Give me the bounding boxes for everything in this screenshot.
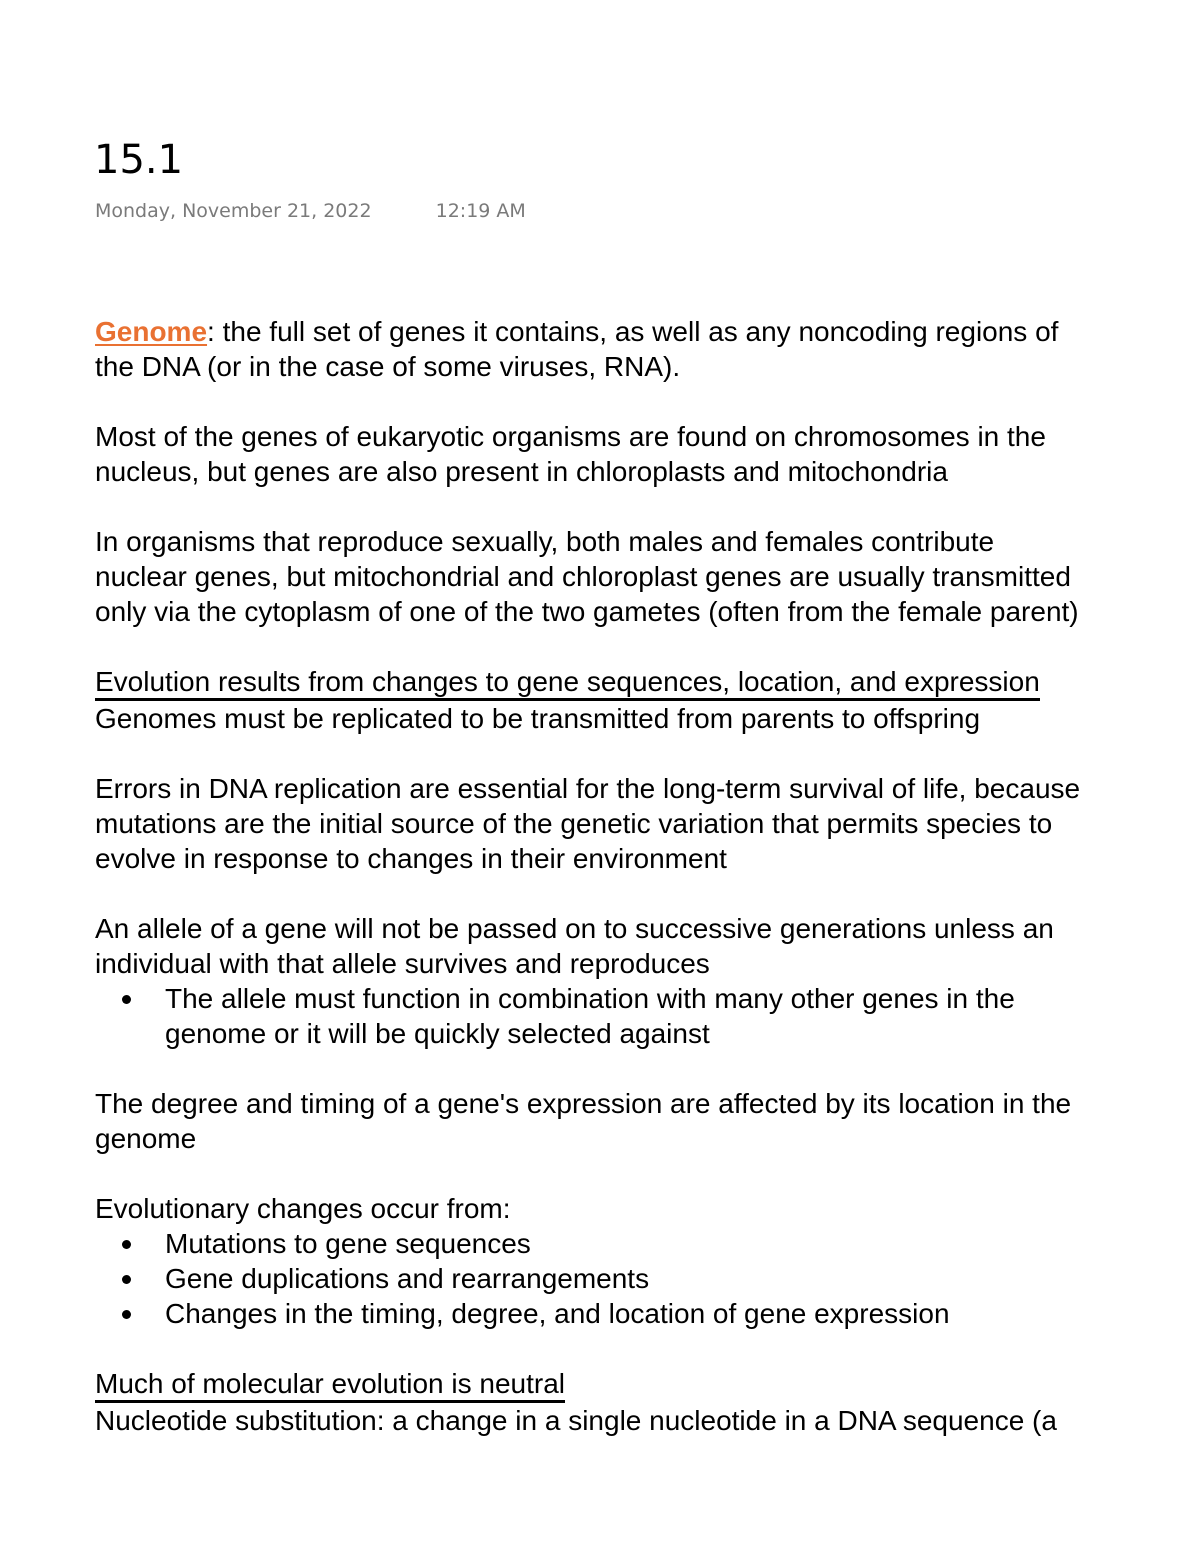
bullet-icon bbox=[122, 1310, 131, 1319]
bullet-icon bbox=[122, 995, 131, 1004]
list-item-text: genome or it will be quickly selected against bbox=[165, 1018, 710, 1049]
genome-term: Genome bbox=[95, 316, 208, 347]
paragraph-line: In organisms that reproduce sexually, both males and females contribute bbox=[95, 526, 995, 557]
list-item-text: The allele must function in combination with many other genes in the bbox=[165, 983, 1015, 1014]
paragraph-line: Nucleotide substitution: a change in a single nucleotide in a DNA sequence (a bbox=[95, 1405, 1057, 1436]
bullet-list-changes bbox=[95, 1226, 1200, 1331]
genome-definition bbox=[95, 314, 1200, 349]
section-heading-line bbox=[95, 664, 1200, 701]
paragraph-line: The degree and timing of a gene's expression are affected by its location in the bbox=[95, 1088, 1072, 1119]
page-title: 15.1 bbox=[94, 137, 184, 183]
bullet-list-allele bbox=[95, 981, 1200, 1051]
list-item-text: Changes in the timing, degree, and location of gene expression bbox=[165, 1298, 950, 1329]
list-item bbox=[95, 1261, 1200, 1296]
genome-def-line2: the DNA (or in the case of some viruses, RNA). bbox=[95, 351, 681, 382]
paragraph-line: Evolutionary changes occur from: bbox=[95, 1193, 511, 1224]
page-date: Monday, November 21, 2022 bbox=[95, 200, 372, 222]
list-item-text: Gene duplications and rearrangements bbox=[165, 1263, 650, 1294]
note-body bbox=[95, 314, 1200, 1438]
list-item bbox=[95, 1226, 1200, 1261]
paragraph-line: mutations are the initial source of the genetic variation that permits species to bbox=[95, 808, 1053, 839]
list-item-text: Mutations to gene sequences bbox=[165, 1228, 531, 1259]
page-time: 12:19 AM bbox=[435, 200, 526, 222]
genome-def-line1: : the full set of genes it contains, as well as any noncoding regions of bbox=[207, 316, 1059, 347]
paragraph-line: Most of the genes of eukaryotic organisms are found on chromosomes in the bbox=[95, 421, 1046, 452]
list-item bbox=[95, 981, 1200, 1016]
paragraph-line: An allele of a gene will not be passed on to successive generations unless an bbox=[95, 913, 1054, 944]
section-heading-evolution: Evolution results from changes to gene sequences, location, and expression bbox=[95, 666, 1040, 701]
paragraph-line: nuclear genes, but mitochondrial and chloroplast genes are usually transmitted bbox=[95, 561, 1071, 592]
paragraph-line: nucleus, but genes are also present in chloroplasts and mitochondria bbox=[95, 456, 948, 487]
bullet-icon bbox=[122, 1275, 131, 1284]
list-item-continuation bbox=[95, 1016, 1200, 1051]
paragraph-line: genome bbox=[95, 1123, 197, 1154]
bullet-icon bbox=[122, 1240, 131, 1249]
paragraph-line: individual with that allele survives and reproduces bbox=[95, 948, 710, 979]
list-item bbox=[95, 1296, 1200, 1331]
section-heading-line bbox=[95, 1366, 1200, 1403]
paragraph-line: only via the cytoplasm of one of the two gametes (often from the female parent) bbox=[95, 596, 1079, 627]
paragraph-line: Genomes must be replicated to be transmitted from parents to offspring bbox=[95, 703, 981, 734]
page-meta bbox=[95, 200, 526, 222]
section-heading-neutral: Much of molecular evolution is neutral bbox=[95, 1368, 565, 1403]
paragraph-line: evolve in response to changes in their environment bbox=[95, 843, 727, 874]
paragraph-line: Errors in DNA replication are essential for the long-term survival of life, because bbox=[95, 773, 1081, 804]
